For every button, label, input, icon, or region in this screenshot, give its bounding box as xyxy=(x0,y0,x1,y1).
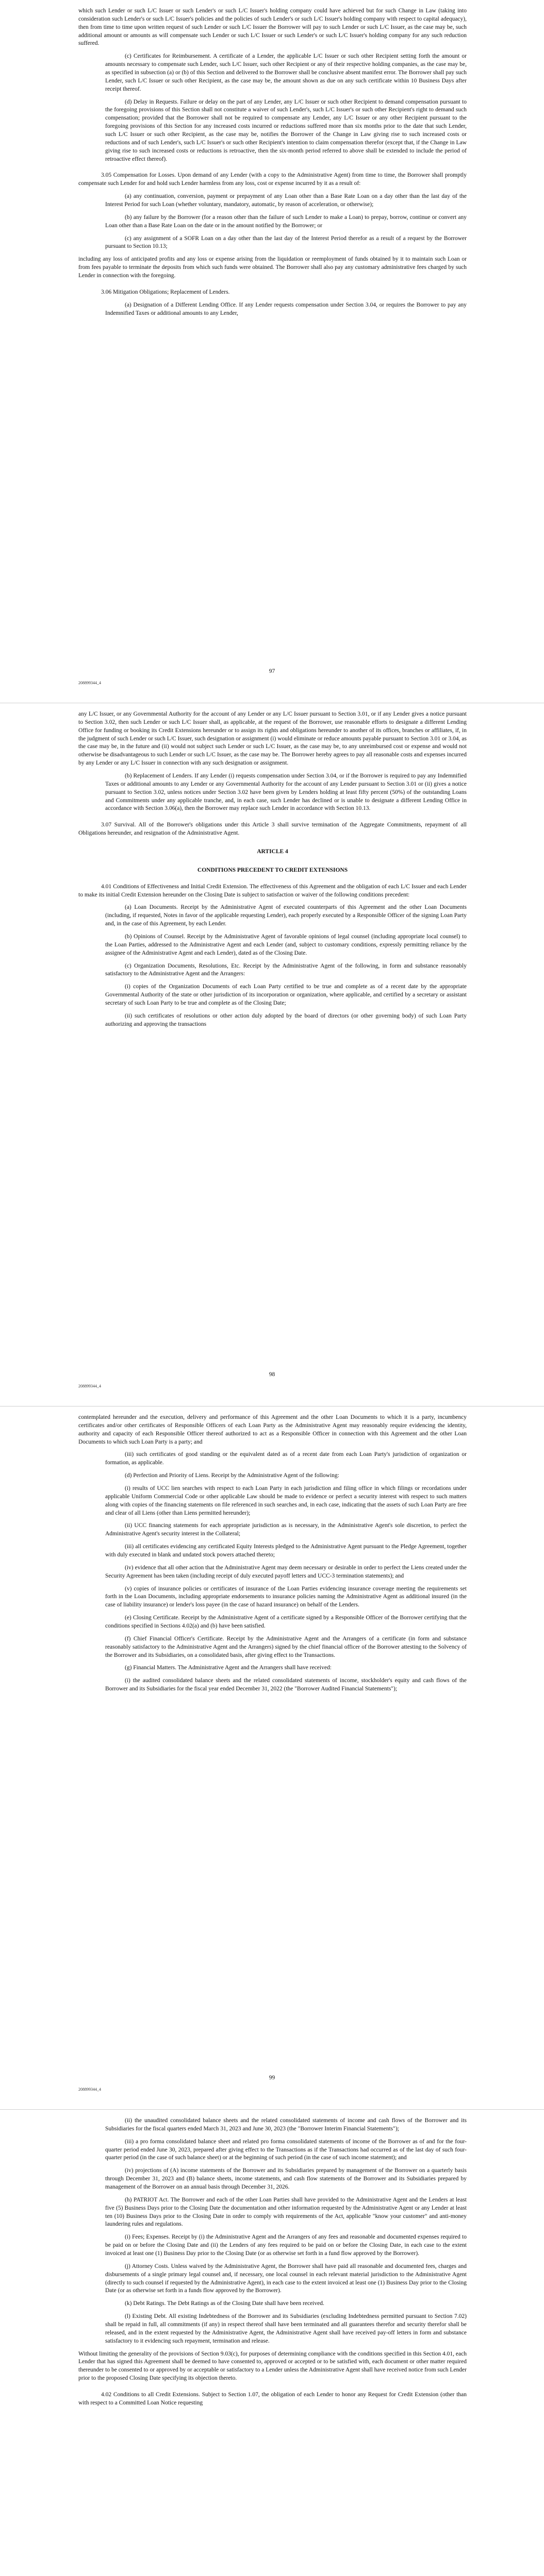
paragraph: (i) Fees; Expenses. Receipt by (i) the Administrative Agent and the Arrangers of any fees and reasonable and documented expenses required to be paid on or before the Closing Date and (ii) the Lenders of any fees required to be paid on or before the Closing Date, in each case to the extent invoiced at least one (1) Business Day prior to the Closing Date (or as otherwise set forth in a fund flow approved by the Borrower). xyxy=(105,2234,467,2257)
paragraph: 3.05 Compensation for Losses. Upon demand of any Lender (with a copy to the Administrative Agent) from time to time, the Borrower shall promptly compensate such Lender for and hold such Lender harmless from any loss, cost or expense incurred by it as a result of: xyxy=(78,172,467,187)
page xyxy=(0,703,544,1406)
paragraph: including any loss of anticipated profits and any loss or expense arising from the liquidation or reemployment of funds obtained by it to maintain such Loan or from fees payable to terminate the deposits from which such funds were obtained. The Borrower shall also pay any customary administrative fees charged by such Lender in connection with the foregoing. xyxy=(78,256,467,279)
paragraph: (d) Perfection and Priority of Liens. Receipt by the Administrative Agent of the following: xyxy=(125,1472,339,1479)
paragraph: (i) results of UCC lien searches with respect to each Loan Party in each jurisdiction and filing office in which filings or recordations under applicable Uniform Commercial Code or other applicable Law should be made to evidence or perfect a security interest with respect to such matters along with copies of the financing statements on file referenced in such searches and, in each case, indicating that the assets of such Loan Party are free and clear of all Liens (other than Liens permitted hereunder); xyxy=(105,1485,467,1516)
paragraph: (d) Delay in Requests. Failure or delay on the part of any Lender, any L/C Issuer or such other Recipient to demand compensation pursuant to the foregoing provisions of this Section shall not constitute a waiver of such Lender's, such L/C Issuer's or such other Recipient's right to demand such compensation; provided that the Borrower shall not be required to compensate any Lender, any L/C Issuer or any other Recipient pursuant to the foregoing provisions of this Section for any increased costs incurred or reductions suffered more than six months prior to the date that such Lender, such L/C Issuer or such other Recipient, as the case may be, notifies the Borrower of the Change in Law giving rise to such increased costs or reductions and of such Lender's, such L/C Issuer's or such other Recipient's intention to claim compensation therefor (except that, if the Change in Law giving rise to such increased costs or reductions is retroactive, then the six-month period referred to above shall be extended to include the period of retroactive effect thereof). xyxy=(105,98,467,162)
paragraph: (f) Chief Financial Officer's Certificate. Receipt by the Administrative Agent and the Arrangers of a certificate (in form and substance reasonably satisfactory to the Administrative Agent and the Arrangers) signed by the chief financial officer of the Borrower attesting to the Solvency of the Borrower and its Subsidiaries, on a consolidated basis, after giving effect to the Transactions. xyxy=(105,1635,467,1658)
paragraph: (c) any assignment of a SOFR Loan on a day other than the last day of the Interest Period therefor as a result of a request by the Borrower pursuant to Section 10.13; xyxy=(105,235,467,250)
paragraph: (iv) projections of (A) income statements of the Borrower and its Subsidiaries prepared by management of the Borrower on a quarterly basis through December 31, 2023 and (B) balance sheets, income statements, and cash flow statements of the Borrower and its Subsidiaries prepared by management of the Borrower on an annual basis through December 31, 2026. xyxy=(105,2167,467,2191)
paragraph: (b) Opinions of Counsel. Receipt by the Administrative Agent of favorable opinions of legal counsel (including appropriate local counsel) to the Loan Parties, addressed to the Administrative Agent and each Lender (and, subject to customary conditions, expressly permitting reliance by the assignee of the Administrative Agent and each Lender), dated as of the Closing Date. xyxy=(105,934,467,956)
page xyxy=(0,2110,544,2576)
paragraph: (a) Loan Documents. Receipt by the Administrative Agent of executed counterparts of this Agreement and the other Loan Documents (including, if requested, Notes in favor of the applicable requesting Lender), each properly executed by a Responsible Officer of the signing Loan Party and, in the case of this Agreement, by each Lender. xyxy=(105,904,467,927)
paragraph: (iii) all certificates evidencing any certificated Equity Interests pledged to the Administrative Agent pursuant to the Pledge Agreement, together with duly executed in blank and undated stock powers attached thereto; xyxy=(105,1544,467,1558)
paragraph: 3.07 Survival. All of the Borrower's obligations under this Article 3 shall survive termination of the Aggregate Commitments, repayment of all Obligations hereunder, and resignation of the Administrative Agent. xyxy=(78,822,467,837)
paragraph: any L/C Issuer, or any Governmental Authority for the account of any Lender or any L/C Issuer pursuant to Section 3.01, or if any Lender gives a notice pursuant to Section 3.02, then such Lender or such L/C Issuer shall, as applicable, at the request of the Borrower, use reasonable efforts to designate a different Lending Office for funding or booking its Credit Extensions hereunder or to assign its rights and obligations hereunder to another of its offices, branches or affiliates, if, in the judgment of such Lender or such L/C Issuer, such designation or assignment (i) would eliminate or reduce amounts payable pursuant to Section 3.01 or 3.04, as the case may be, in the future and (ii) would not subject such Lender or such L/C Issuer, as the case may be, to any unreimbursed cost or expense and would not otherwise be disadvantageous to such Lender or such L/C Issuer, as the case may be. The Borrower hereby agrees to pay all reasonable costs and expenses incurred by any Lender or any L/C Issuer in connection with any such designation or assignment. xyxy=(78,711,467,767)
paragraph: Without limiting the generality of the provisions of Section 9.03(c), for purposes of determining compliance with the conditions specified in this Section 4.01, each Lender that has signed this Agreement shall be deemed to have consented to, approved or accepted or to be satisfied with, each document or other matter required thereunder to be consented to or approved by or acceptable or satisfactory to a Lender unless the Administrative Agent shall have received notice from such Lender prior to the proposed Closing Date specifying its objection thereto. xyxy=(78,2350,467,2382)
paragraph: (c) Certificates for Reimbursement. A certificate of a Lender, the applicable L/C Issuer or such other Recipient setting forth the amount or amounts necessary to compensate such Lender, such L/C Issuer, such other Recipient or any of their respective holding companies, as the case may be, as specified in subsection (a) or (b) of this Section and delivered to the Borrower shall be conclusive absent manifest error. The Borrower shall pay such Lender, such L/C Issuer or such other Recipient, as the case may be, the amount shown as due on any such certificate within 10 Business Days after receipt thereof. xyxy=(105,53,467,92)
page-number: 99 xyxy=(269,2075,275,2081)
paragraph: (ii) the unaudited consolidated balance sheets and the related consolidated statements of income and cash flows of the Borrower and its Subsidiaries for the fiscal quarters ended March 31, 2023 and June 30, 2023 (the "Borrower Interim Financial Statements"); xyxy=(105,2117,467,2132)
page-body xyxy=(78,710,467,1029)
paragraph: contemplated hereunder and the execution, delivery and performance of this Agreement and the other Loan Documents to which it is a party, incumbency certificates and/or other certificates of Responsible Officers of each Loan Party as the Administrative Agent may reasonably require evidencing the identity, authority and capacity of each Responsible Officer thereof authorized to act as a Responsible Officer in connection with this Agreement and the other Loan Documents to which such Loan Party is a party; and xyxy=(78,1414,467,1445)
paragraph: (g) Financial Matters. The Administrative Agent and the Arrangers shall have received: xyxy=(125,1665,332,1671)
paragraph: (b) any failure by the Borrower (for a reason other than the failure of such Lender to make a Loan) to prepay, borrow, continue or convert any Loan other than a Base Rate Loan on the date or in the amount notified by the Borrower; or xyxy=(105,214,467,229)
paragraph: (ii) such certificates of resolutions or other action duly adopted by the board of directors (or other governing body) of such Loan Party authorizing and approving the transactions xyxy=(105,1012,467,1027)
paragraph: 4.02 Conditions to all Credit Extensions. Subject to Section 1.07, the obligation of each Lender to honor any Request for Credit Extension (other than with respect to a Committed Loan Notice requesting xyxy=(78,2392,467,2406)
paragraph: (a) any continuation, conversion, payment or prepayment of any Loan other than a Base Rate Loan on a day other than the last day of the Interest Period for such Loan (whether voluntary, mandatory, automatic, by reason of acceleration, or otherwise); xyxy=(105,193,467,208)
paragraph: (ii) UCC financing statements for each appropriate jurisdiction as is necessary, in the Administrative Agent's sole discretion, to perfect the Administrative Agent's security interest in the Collateral; xyxy=(105,1522,467,1537)
paragraph: (h) PATRIOT Act. The Borrower and each of the other Loan Parties shall have provided to the Administrative Agent and the Lenders at least five (5) Business Days prior to the Closing Date the documentation and other information requested by the Administrative Agent or any Lender at least ten (10) Business Days prior to the Closing Date in order to comply with requirements of the Act, applicable "know your customer" and anti-money laundering rules and regulations. xyxy=(105,2196,467,2228)
paragraph: (a) Designation of a Different Lending Office. If any Lender requests compensation under Section 3.04, or requires the Borrower to pay any Indemnified Taxes or additional amounts to any Lender, xyxy=(105,301,467,316)
paragraph: (b) Replacement of Lenders. If any Lender (i) requests compensation under Section 3.04, or if the Borrower is required to pay any Indemnified Taxes or additional amounts to any Lender or any Governmental Authority for the account of any Lender pursuant to Section 3.01 or (ii) gives a notice pursuant to Section 3.02, unless notices under Section 3.02 have been given by Lenders holding at least fifty percent (50%) of the outstanding Loans and Commitments under any applicable tranche, and, in each case, such Lender has declined or is unable to designate a different Lending Office in accordance with Section 3.06(a), then the Borrower may replace such Lender in accordance with Section 10.13. xyxy=(105,773,467,812)
paragraph: (j) Attorney Costs. Unless waived by the Administrative Agent, the Borrower shall have paid all reasonable and documented fees, charges and disbursements of a single primary legal counsel and, if necessary, one local counsel in each relevant material jurisdiction to the Administrative Agent (directly to such counsel if requested by the Administrative Agent), in each case to the extent invoiced at least one (1) Business Day prior to the Closing Date (or as otherwise set forth in a funds flow approved by the Borrower). xyxy=(105,2263,467,2294)
paragraph: (i) the audited consolidated balance sheets and the related consolidated statements of income, stockholder's equity and cash flows of the Borrower and its Subsidiaries for the fiscal year ended December 31, 2022 (the "Borrower Audited Financial Statements"); xyxy=(105,1677,467,1692)
document-id: 208899344_4 xyxy=(78,1384,101,1388)
page xyxy=(0,0,544,703)
paragraph: 4.01 Conditions of Effectiveness and Initial Credit Extension. The effectiveness of this Agreement and the obligation of each L/C Issuer and each Lender to make its initial Credit Extension hereunder on the Closing Date is subject to satisfaction or waiver of the following conditions precedent: xyxy=(78,883,467,898)
paragraph: (iv) evidence that all other action that the Administrative Agent may deem necessary or desirable in order to perfect the Liens created under the Security Agreement has been taken (including receipt of duly executed payoff letters and UCC-3 termination statements); and xyxy=(105,1564,467,1579)
page-body xyxy=(78,2117,467,2408)
paragraph: (iii) a pro forma consolidated balance sheet and related pro forma consolidated statements of income of the Borrower as of and for the four-quarter period ended June 30, 2023, prepared after giving effect to the Transactions as if the Transactions had occurred as of the last day of such four-quarter period (in the case of such balance sheet) or at the beginning of such period (in the case of such income statement); and xyxy=(105,2138,467,2161)
paragraph: (v) copies of insurance policies or certificates of insurance of the Loan Parties evidencing insurance coverage meeting the requirements set forth in the Loan Documents, including appropriate endorsements to insurance policies naming the Administrative Agent as additional insured (in the case of liability insurance) or lender's loss payee (in the case of hazard insurance) on behalf of the Lenders. xyxy=(105,1585,467,1608)
paragraph: (e) Closing Certificate. Receipt by the Administrative Agent of a certificate signed by a Responsible Officer of the Borrower certifying that the conditions specified in Sections 4.02(a) and (b) have been satisfied. xyxy=(105,1615,467,1630)
page-number: 98 xyxy=(269,1371,275,1378)
document-id: 208899344_4 xyxy=(78,681,101,685)
article-heading: CONDITIONS PRECEDENT TO CREDIT EXTENSIONS xyxy=(197,867,348,873)
document-id: 208899344_4 xyxy=(78,2087,101,2092)
paragraph: (i) copies of the Organization Documents of each Loan Party certified to be true and complete as of a recent date by the appropriate Governmental Authority of the state or other jurisdiction of its incorporation or organization, where applicable, and certified by a secretary or assistant secretary of such Loan Party to be true and complete as of the Closing Date; xyxy=(105,984,467,1007)
paragraph: (iii) such certificates of good standing or the equivalent dated as of a recent date from each Loan Party's jurisdiction of organization or formation, as applicable. xyxy=(105,1451,467,1466)
paragraph: (l) Existing Debt. All existing Indebtedness of the Borrower and its Subsidiaries (excluding Indebtedness permitted pursuant to Section 7.02) shall be repaid in full, all commitments (if any) in respect thereof shall have been terminated and all guarantees therefor and security therefor shall be released, and in the extent requested by the Administrative Agent, the Administrative Agent shall have received pay-off letters in form and substance satisfactory to it evidencing such repayment, termination and release. xyxy=(105,2313,467,2344)
page-body xyxy=(78,7,467,318)
paragraph: (c) Organization Documents, Resolutions, Etc. Receipt by the Administrative Agent of the following, in form and substance reasonably satisfactory to the Administrative Agent and the Arrangers: xyxy=(105,962,467,977)
article-heading: ARTICLE 4 xyxy=(257,849,288,855)
paragraph: 3.06 Mitigation Obligations; Replacement of Lenders. xyxy=(101,289,230,295)
page-number: 97 xyxy=(269,668,275,674)
page-body xyxy=(78,1414,467,1693)
paragraph: which such Lender or such L/C Issuer or such Lender's or such L/C Issuer's holding company could have achieved but for such Change in Law (taking into consideration such Lender's or such L/C Issuer's policies and the policies of such Lender's or such L/C Issuer's holding company with respect to capital adequacy), then from time to time upon written request of such Lender or such L/C Issuer the Borrower will pay to such Lender or such L/C Issuer, as the case may be, such additional amount or amounts as will compensate such Lender or such L/C Issuer or such Lender's or such L/C Issuer's holding company for any such reduction suffered. xyxy=(78,8,467,47)
page xyxy=(0,1406,544,2110)
paragraph: (k) Debt Ratings. The Debt Ratings as of the Closing Date shall have been received. xyxy=(125,2300,324,2307)
